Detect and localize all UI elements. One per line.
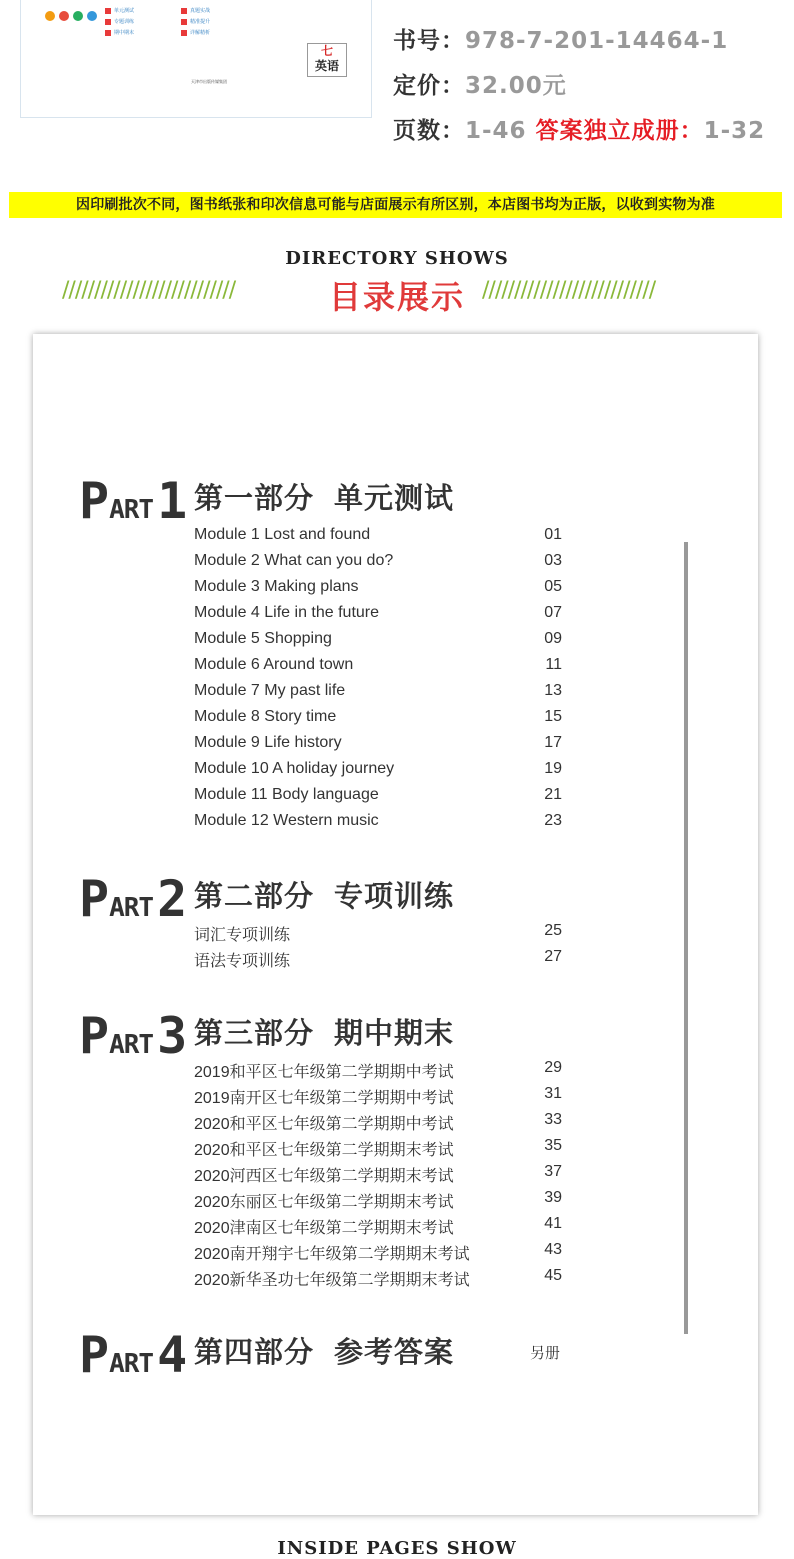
isbn-row	[393, 22, 728, 55]
cover-feature: 详解精析	[181, 29, 210, 36]
check-icon	[181, 19, 187, 25]
toc-entry[interactable]: Module 2 What can you do? 03	[194, 552, 562, 569]
toc-entry[interactable]: Module 6 Around town 11	[194, 656, 562, 673]
isbn-value: 978-7-201-14464-1	[465, 28, 729, 54]
part-4-logo: PART4	[79, 1326, 188, 1384]
toc-entry[interactable]: Module 1 Lost and found 01	[194, 526, 562, 543]
check-icon	[181, 8, 187, 14]
part-2-title: 第二部分 专项训练	[194, 879, 455, 913]
badge-grade: 七	[320, 44, 333, 58]
check-icon	[105, 30, 111, 36]
toc-entry[interactable]: 2020南开翔宇七年级第二学期期末考试 43	[194, 1241, 562, 1263]
grade-subject-badge	[307, 43, 347, 77]
toc-entry[interactable]: 2020和平区七年级第二学期期末考试 35	[194, 1137, 562, 1159]
part-1-logo: PART1	[79, 472, 188, 530]
toc-entry[interactable]: Module 3 Making plans 05	[194, 578, 562, 595]
check-icon	[105, 8, 111, 14]
toc-entry[interactable]: Module 4 Life in the future 07	[194, 604, 562, 621]
toc-entry[interactable]: Module 9 Life history 17	[194, 734, 562, 751]
toc-entry[interactable]: Module 11 Body language 21	[194, 786, 562, 803]
cover-feature: 精准提升	[181, 18, 210, 25]
part-3-title: 第三部分 期中期末	[194, 1016, 455, 1050]
cover-dot	[59, 11, 69, 21]
toc-entry[interactable]: Module 12 Western music 23	[194, 812, 562, 829]
cover-feature: 专题训练	[105, 18, 134, 25]
decorative-slashes-right: ///////////////////////////	[482, 278, 656, 303]
directory-title-cn: 目录展示	[328, 278, 465, 316]
cover-color-dots	[45, 11, 97, 21]
decorative-slashes-left: ///////////////////////////	[62, 278, 236, 303]
part-4-title: 第四部分 参考答案	[194, 1335, 455, 1369]
toc-entry[interactable]: Module 8 Story time 15	[194, 708, 562, 725]
cover-feature: 期中期末	[105, 29, 134, 36]
vertical-divider-line	[684, 542, 688, 1334]
part-1-title: 第一部分 单元测试	[194, 481, 455, 515]
toc-entry[interactable]: 2019南开区七年级第二学期期中考试 31	[194, 1085, 562, 1107]
answer-book-label: 答案独立成册：	[535, 118, 704, 144]
notice-bar: 因印刷批次不同，图书纸张和印次信息可能与店面展示有所区别，本店图书均为正版，以收到实物为准	[9, 192, 782, 218]
cover-publisher: 天津市出版传媒集团	[191, 79, 227, 84]
toc-entry[interactable]: 语法专项训练 27	[194, 948, 562, 970]
toc-entry[interactable]: 2020和平区七年级第二学期期中考试 33	[194, 1111, 562, 1133]
toc-entry[interactable]: Module 10 A holiday journey 19	[194, 760, 562, 777]
book-cover	[20, 0, 372, 118]
toc-entry[interactable]: 词汇专项训练 25	[194, 922, 562, 944]
directory-title-en: DIRECTORY SHOWS	[285, 248, 509, 269]
part-3-logo: PART3	[79, 1007, 188, 1065]
toc-entry[interactable]: 2019和平区七年级第二学期期中考试 29	[194, 1059, 562, 1081]
toc-entry[interactable]: 2020新华圣功七年级第二学期期末考试 45	[194, 1267, 562, 1289]
answer-book-pages: 1-32	[703, 118, 766, 144]
price-value: 32.00元	[465, 73, 567, 99]
toc-entry[interactable]: 2020津南区七年级第二学期期末考试 41	[194, 1215, 562, 1237]
badge-subject: 英语	[314, 59, 339, 73]
cover-dot	[87, 11, 97, 21]
toc-entry[interactable]: Module 5 Shopping 09	[194, 630, 562, 647]
pages-value: 1-46	[465, 118, 527, 144]
check-icon	[105, 19, 111, 25]
pages-row	[393, 112, 765, 145]
check-icon	[181, 30, 187, 36]
price-label: 定价：	[393, 73, 465, 99]
toc-entry[interactable]: 2020东丽区七年级第二学期期末考试 39	[194, 1189, 562, 1211]
cover-feature: 真题实战	[181, 7, 210, 14]
price-row	[393, 67, 567, 100]
toc-entry[interactable]: Module 7 My past life 13	[194, 682, 562, 699]
toc-entry[interactable]: 2020河西区七年级第二学期期末考试 37	[194, 1163, 562, 1185]
part-2-logo: PART2	[79, 870, 188, 928]
cover-feature: 单元测试	[105, 7, 134, 14]
inside-pages-heading: INSIDE PAGES SHOW	[277, 1538, 517, 1559]
pages-label: 页数：	[393, 118, 465, 144]
isbn-label: 书号：	[393, 28, 465, 54]
part-4-note: 另册	[530, 1344, 561, 1362]
cover-dot	[73, 11, 83, 21]
cover-dot	[45, 11, 55, 21]
